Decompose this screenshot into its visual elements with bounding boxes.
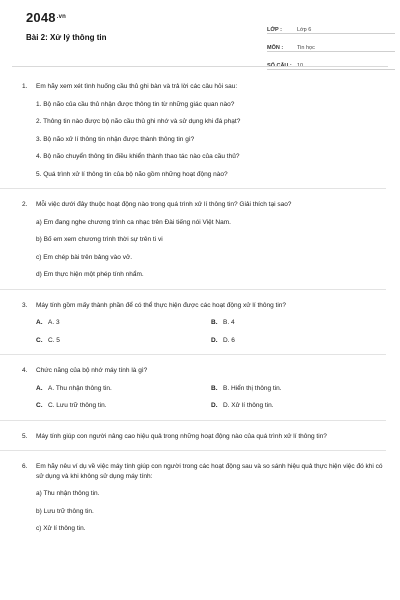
header-divider	[12, 66, 388, 67]
sub-question: b) Bố em xem chương trình thời sự trên ti vi	[36, 236, 163, 243]
sub-question: 4. Bộ não chuyển thông tin điều khiển thành thao tác nào của cầu thủ?	[36, 153, 240, 160]
sub-question: d) Em thực hiện một phép tính nhẩm.	[36, 271, 144, 278]
answer-option-a[interactable]	[36, 318, 211, 328]
answer-option-b[interactable]	[211, 318, 386, 328]
sub-question: 2. Thông tin nào được bộ não cầu thủ ghi nhớ và sử dụng khi đá phạt?	[36, 118, 241, 125]
option-letter: D.	[211, 402, 218, 409]
sub-question: c) Xử lí thông tin.	[36, 525, 86, 532]
question-number: 6.	[22, 463, 28, 470]
option-letter: B.	[211, 384, 218, 392]
answer-option-b[interactable]	[211, 384, 386, 394]
option-text: B. Hiển thị thông tin.	[223, 384, 282, 392]
question-stem: Mỗi việc dưới đây thuộc hoạt động nào trong quá trình xử lí thông tin? Giải thích tại sao?	[36, 201, 292, 208]
question-stem: Em hãy xem xét tình huống cầu thủ ghi bàn và trả lời các câu hỏi sau:	[36, 83, 238, 90]
meta-value: 10	[297, 63, 304, 69]
meta-row-subject	[267, 34, 395, 52]
question-2	[12, 200, 386, 280]
question-6	[12, 462, 386, 534]
answer-option-d[interactable]	[211, 336, 386, 346]
option-letter: A.	[36, 384, 43, 392]
question-divider	[0, 450, 386, 451]
answer-option-d[interactable]	[211, 401, 386, 411]
sub-question: b) Lưu trữ thông tin.	[36, 507, 94, 515]
option-text: A. Thu nhận thông tin.	[48, 384, 112, 392]
option-letter: B.	[211, 319, 218, 326]
logo-main: 2048	[26, 10, 56, 25]
question-number: 3.	[22, 301, 28, 309]
question-stem: Chức năng của bộ nhớ máy tính là gì?	[36, 367, 148, 374]
sub-question: a) Em đang nghe chương trình ca nhạc trên Đài tiếng nói Việt Nam.	[36, 218, 231, 226]
meta-row-question-count	[267, 52, 395, 70]
answer-option-c[interactable]	[36, 336, 211, 346]
option-letter: C.	[36, 336, 43, 344]
question-4	[12, 366, 386, 411]
question-number: 5.	[22, 432, 28, 440]
option-text: B. 4	[223, 319, 235, 326]
question-divider	[0, 289, 386, 290]
answer-options	[36, 384, 386, 411]
question-list	[12, 82, 386, 543]
meta-value: Lớp 6	[297, 27, 312, 33]
answer-option-c[interactable]	[36, 401, 211, 411]
meta-key: SỐ CÂU :	[267, 63, 292, 69]
sub-question: 5. Quá trình xử lí thông tin của bộ não gồm những hoạt động nào?	[36, 170, 228, 178]
option-text: D. 6	[223, 336, 235, 344]
option-text: D. Xử lí thông tin.	[223, 402, 274, 409]
answer-option-a[interactable]	[36, 384, 211, 394]
sub-question: c) Em chép bài trên bảng vào vở.	[36, 253, 133, 261]
question-number: 1.	[22, 83, 28, 90]
option-text: C. Lưu trữ thông tin.	[48, 402, 107, 409]
option-text: A. 3	[48, 319, 60, 326]
worksheet-header	[14, 0, 386, 69]
option-text: C. 5	[48, 336, 60, 344]
question-divider	[0, 188, 386, 189]
question-stem: Em hãy nêu ví dụ về việc máy tính giúp con người trong các hoạt động sau và so sánh hiệu quả thực hiện việc đó khi có sử dụng và khi không sử dụng máy tính:	[36, 463, 383, 480]
question-stem: Máy tính giúp con người nâng cao hiệu quả trong những hoạt động nào của quá trình xử lí thông tin?	[36, 432, 327, 440]
question-divider	[0, 354, 386, 355]
worksheet-meta	[267, 16, 395, 70]
sub-question: 3. Bộ não xử lí thông tin nhận được thành thông tin gì?	[36, 135, 195, 143]
question-3	[12, 301, 386, 346]
answer-options	[36, 318, 386, 345]
meta-value: Tin học	[297, 45, 315, 51]
option-letter: D.	[211, 336, 218, 344]
logo-tld: .vn	[56, 14, 67, 20]
question-5	[12, 432, 386, 442]
lesson-title: Bài 2: Xử lý thông tin	[26, 33, 107, 42]
question-1	[12, 82, 386, 179]
option-letter: A.	[36, 319, 43, 326]
sub-question: 1. Bộ não của cầu thủ nhận được thông tin từ những giác quan nào?	[36, 100, 235, 108]
sub-question: a) Thu nhận thông tin.	[36, 490, 100, 497]
meta-row-class	[267, 16, 395, 34]
meta-key: LỚP :	[267, 27, 282, 33]
meta-key: MÔN :	[267, 45, 284, 51]
option-letter: C.	[36, 402, 43, 409]
question-number: 2.	[22, 201, 28, 208]
question-number: 4.	[22, 367, 28, 374]
question-stem: Máy tính gồm mấy thành phần để có thể thực hiện được các hoạt động xử lí thông tin?	[36, 301, 287, 309]
question-divider	[0, 420, 386, 421]
site-logo[interactable]	[26, 10, 66, 25]
